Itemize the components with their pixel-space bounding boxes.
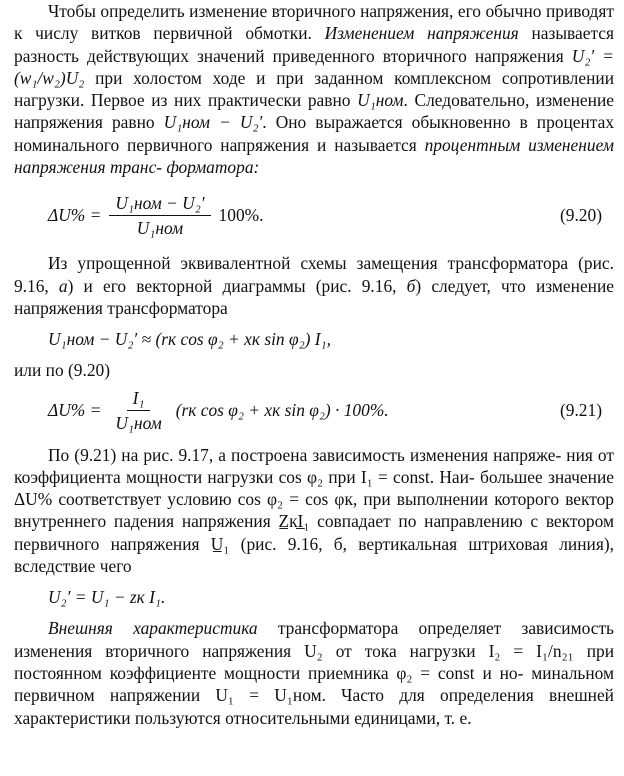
text-line: внешней характеристики пользуются относительными единицами, т. е.: [14, 685, 614, 728]
paragraph-3: [14, 444, 614, 578]
text-line: равно: [307, 90, 351, 111]
text-line: ) следует, что: [415, 275, 526, 296]
text-line: По (9.21) на рис. 9.17, а построена зависимость изменения напряже-: [48, 444, 562, 465]
fraction-numerator: I₁: [127, 388, 151, 411]
equation-number: (9.21): [559, 400, 602, 421]
text-line: приводят к числу витков первичной обмотки.: [14, 1, 614, 44]
text-line: напряжения: [474, 45, 564, 66]
text-line: трансформатора определяет зависимость: [277, 618, 614, 639]
text-line: . Следовательно, изменение напряжения равно: [14, 90, 614, 133]
paragraph-2: [14, 252, 614, 319]
fraction-denominator: U₁ном: [115, 413, 162, 434]
figure-subpart: а: [58, 275, 68, 296]
equation-lhs: ΔU% =: [48, 400, 102, 421]
text-line: Из упрощенной эквивалентной схемы замещения трансформатора: [48, 253, 569, 274]
text-line: или по (9.20): [14, 360, 111, 381]
fraction: [109, 193, 210, 238]
fraction-denominator: U₁ном: [136, 217, 184, 238]
text-line: комплексном сопротивлении нагрузки. Первое из них практически: [14, 67, 614, 111]
text-line: минальном первичном напряжении U₁ = U₁ном. Часто для определения: [14, 662, 614, 706]
term-voltage-change: Изменением напряжения: [324, 23, 519, 44]
equation-text: U₂′ = U₁ − zк I₁.: [48, 587, 166, 608]
text-line: изменения вторичного напряжения U₂ от тока нагрузки I₂ = I₁/n₂₁: [14, 640, 574, 661]
text-line: при холостом ходе и при заданном: [95, 67, 384, 88]
text-line: совпадает по направлению с вектором первичного напряжения U̲₁: [14, 511, 614, 554]
inline-formula: U₂′ = (w₁/w₂)U₂: [14, 45, 614, 88]
paragraph-1: [14, 0, 614, 178]
fraction: [109, 388, 167, 433]
fraction-numerator: U₁ном − U₂′: [109, 193, 210, 216]
equation-rhs: (rк cos φ₂ + xк sin φ₂) · 100%.: [175, 400, 389, 421]
inline-formula: U₁ном: [357, 90, 404, 111]
text-line: (рис. 9.16, б, вертикальная штриховая линия), вследствие чего: [14, 533, 614, 577]
term-external-characteristic: Внешняя характеристика: [48, 618, 258, 639]
text-line: большее значение ΔU% соответствует условию cos φ₂ = cos φк, при: [14, 466, 614, 510]
equation-u2: [14, 577, 614, 617]
text-line: напряжения и называется: [220, 134, 417, 155]
term-percent-voltage-change: процентным изменением напряжения транс-: [14, 134, 614, 178]
paragraph-4: [14, 617, 614, 728]
text-line: (рис. 9.16,: [14, 253, 614, 296]
or-line: [14, 359, 614, 381]
text-line: ) и его векторной диаграммы (рис. 9.16,: [67, 275, 397, 296]
text-line: Оно выражается обыкновенно в процентах номинального первичного: [14, 112, 615, 155]
text-line: при постоянном коэффициенте мощности приемника φ₂ = const и но-: [14, 640, 614, 683]
inline-formula: U₁ном − U₂′: [163, 112, 263, 133]
text-line: Чтобы определить изменение вторичного напряжения, его обычно: [48, 1, 542, 21]
equation-approx: [14, 319, 614, 359]
text-line: ния от коэффициента мощности нагрузки cos φ₂ при I₁ = const. Наи-: [14, 444, 614, 487]
equation-lhs: ΔU% =: [48, 205, 102, 226]
figure-subpart: б: [406, 275, 416, 296]
equation-rhs: 100%.: [218, 205, 264, 226]
text-line: изменение напряжения трансформатора: [14, 275, 614, 318]
equation-text: U₁ном − U₂′ ≈ (rк cos φ₂ + xк sin φ₂) I₁,: [48, 329, 331, 350]
equation-9-20: [14, 186, 614, 244]
text-line: называется разность действующих значений приведенного вторичного: [14, 23, 614, 66]
equation-9-21: [14, 382, 614, 440]
text-line: выполнении которого вектор внутреннего падения напряжения Z̲кI̲₁: [14, 489, 615, 532]
equation-number: (9.20): [559, 205, 602, 226]
term-percent-voltage-change-end: форматора:: [166, 157, 260, 178]
text-line: .: [262, 112, 267, 133]
